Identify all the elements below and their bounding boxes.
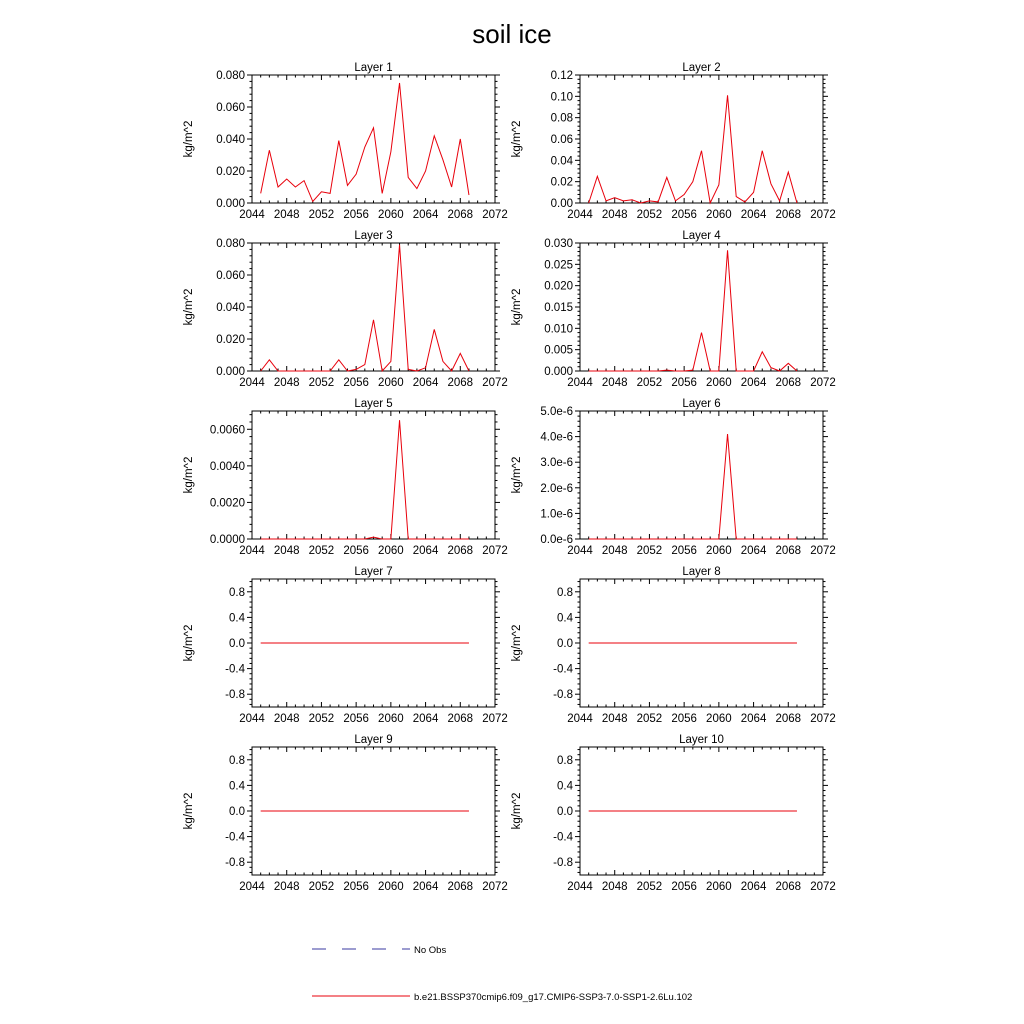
y-tick-label: 0.020 — [216, 166, 245, 178]
x-tick-label: 2072 — [482, 377, 508, 389]
y-tick-label: 0.010 — [544, 323, 573, 336]
x-tick-label: 2048 — [601, 209, 628, 221]
x-tick-label: 2072 — [810, 377, 836, 389]
y-tick-label: 0.0020 — [209, 497, 245, 510]
y-axis-label: kg/m^2 — [183, 456, 195, 494]
panel-title: Layer 2 — [682, 62, 721, 74]
x-tick-label: 2052 — [636, 713, 663, 725]
y-tick-label: 0.040 — [216, 134, 245, 146]
panel-title: Layer 1 — [354, 62, 393, 74]
x-tick-label: 2068 — [775, 377, 802, 389]
x-tick-label: 2048 — [273, 209, 300, 221]
y-axis-label: kg/m^2 — [183, 792, 195, 830]
y-tick-label: 0.000 — [216, 366, 245, 378]
y-tick-label: 4.0e-6 — [540, 431, 573, 444]
y-tick-label: 0.4 — [557, 612, 573, 625]
y-tick-label: 3.0e-6 — [540, 457, 573, 470]
x-tick-label: 2044 — [567, 713, 593, 725]
y-tick-label: 1.0e-6 — [540, 508, 573, 521]
y-tick-label: -0.4 — [225, 663, 245, 676]
x-tick-label: 2064 — [740, 209, 767, 221]
x-tick-label: 2068 — [447, 209, 474, 221]
x-tick-label: 2064 — [740, 713, 767, 725]
x-tick-label: 2060 — [378, 377, 404, 389]
x-tick-label: 2052 — [636, 545, 663, 557]
panel-title: Layer 6 — [682, 398, 721, 410]
x-tick-label: 2068 — [775, 713, 802, 725]
x-tick-label: 2060 — [378, 713, 404, 725]
x-tick-label: 2068 — [775, 881, 802, 893]
x-tick-label: 2048 — [273, 377, 300, 389]
x-tick-label: 2072 — [810, 209, 836, 221]
y-tick-label: 0.00 — [550, 198, 573, 210]
y-tick-label: 0.000 — [216, 198, 245, 210]
panel-title: Layer 3 — [354, 230, 393, 242]
x-tick-label: 2068 — [447, 545, 474, 557]
x-tick-label: 2052 — [308, 377, 335, 389]
x-tick-label: 2056 — [343, 713, 369, 725]
x-tick-label: 2052 — [308, 713, 335, 725]
x-tick-label: 2064 — [412, 881, 439, 893]
x-tick-label: 2044 — [239, 713, 265, 725]
y-tick-label: 0.080 — [216, 70, 245, 82]
y-tick-label: 0.020 — [216, 334, 245, 346]
y-axis-label: kg/m^2 — [511, 456, 523, 494]
y-tick-label: 0.8 — [557, 754, 573, 767]
x-tick-label: 2048 — [273, 545, 300, 557]
y-axis-label: kg/m^2 — [183, 288, 195, 326]
panel-title: Layer 9 — [354, 734, 393, 746]
x-tick-label: 2060 — [706, 377, 732, 389]
x-tick-label: 2048 — [273, 713, 300, 725]
y-tick-label: 0.0 — [557, 806, 573, 818]
y-tick-label: 0.0 — [229, 638, 245, 650]
x-tick-label: 2056 — [343, 377, 369, 389]
x-tick-label: 2056 — [671, 881, 697, 893]
x-tick-label: 2060 — [706, 881, 732, 893]
x-tick-label: 2072 — [482, 881, 508, 893]
y-tick-label: 0.4 — [557, 780, 573, 793]
y-tick-label: 0.4 — [229, 612, 245, 625]
y-tick-label: 0.06 — [550, 134, 573, 146]
x-tick-label: 2068 — [775, 209, 802, 221]
y-axis-label: kg/m^2 — [511, 792, 523, 830]
y-tick-label: 0.02 — [550, 176, 573, 189]
x-tick-label: 2052 — [636, 377, 663, 389]
x-tick-label: 2048 — [601, 377, 628, 389]
x-tick-label: 2060 — [378, 881, 404, 893]
x-tick-label: 2052 — [308, 209, 335, 221]
x-tick-label: 2056 — [671, 545, 697, 557]
panel-title: Layer 8 — [682, 566, 721, 578]
x-tick-label: 2056 — [343, 545, 369, 557]
y-tick-label: 0.0000 — [209, 534, 245, 546]
y-tick-label: 0.000 — [544, 366, 573, 378]
x-tick-label: 2060 — [378, 545, 404, 557]
x-tick-label: 2064 — [412, 713, 439, 725]
x-tick-label: 2056 — [343, 881, 369, 893]
x-tick-label: 2044 — [567, 881, 593, 893]
figure-title: soil ice — [472, 19, 552, 49]
y-tick-label: 0.0040 — [209, 460, 245, 473]
x-tick-label: 2072 — [810, 881, 836, 893]
x-tick-label: 2060 — [706, 545, 732, 557]
x-tick-label: 2048 — [273, 881, 300, 893]
x-tick-label: 2044 — [567, 377, 593, 389]
x-tick-label: 2068 — [447, 881, 474, 893]
y-tick-label: 0.12 — [550, 70, 573, 82]
y-tick-label: -0.8 — [553, 857, 573, 870]
x-tick-label: 2064 — [740, 545, 767, 557]
x-tick-label: 2052 — [636, 881, 663, 893]
x-tick-label: 2048 — [601, 881, 628, 893]
x-tick-label: 2068 — [447, 377, 474, 389]
x-tick-label: 2044 — [239, 545, 265, 557]
panel-title: Layer 4 — [682, 230, 721, 242]
x-tick-label: 2048 — [601, 713, 628, 725]
x-tick-label: 2044 — [567, 209, 593, 221]
y-axis-label: kg/m^2 — [183, 624, 195, 662]
x-tick-label: 2056 — [343, 209, 369, 221]
y-tick-label: 0.0e-6 — [540, 534, 573, 546]
x-tick-label: 2044 — [239, 881, 265, 893]
legend-obs-label: No Obs — [414, 945, 447, 956]
y-axis-label: kg/m^2 — [183, 120, 195, 158]
x-tick-label: 2064 — [740, 377, 767, 389]
x-tick-label: 2052 — [308, 881, 335, 893]
x-tick-label: 2068 — [447, 713, 474, 725]
x-tick-label: 2064 — [412, 209, 439, 221]
y-tick-label: 0.015 — [544, 302, 573, 314]
x-tick-label: 2044 — [239, 209, 265, 221]
x-tick-label: 2056 — [671, 377, 697, 389]
y-tick-label: 0.080 — [216, 238, 245, 250]
x-tick-label: 2064 — [740, 881, 767, 893]
y-tick-label: 0.030 — [544, 238, 573, 250]
x-tick-label: 2064 — [412, 377, 439, 389]
y-tick-label: -0.8 — [225, 857, 245, 870]
y-tick-label: 0.005 — [544, 344, 573, 357]
panel-title: Layer 7 — [354, 566, 393, 578]
y-tick-label: 0.10 — [550, 91, 573, 104]
x-tick-label: 2072 — [482, 545, 508, 557]
y-tick-label: 0.040 — [216, 302, 245, 314]
y-tick-label: -0.4 — [225, 831, 245, 844]
x-tick-label: 2060 — [706, 713, 732, 725]
y-tick-label: 0.0 — [229, 806, 245, 818]
y-axis-label: kg/m^2 — [511, 120, 523, 158]
x-tick-label: 2060 — [378, 209, 404, 221]
y-tick-label: 0.8 — [557, 586, 573, 599]
x-tick-label: 2044 — [567, 545, 593, 557]
y-tick-label: 0.08 — [550, 112, 573, 125]
x-tick-label: 2064 — [412, 545, 439, 557]
legend-model-label: b.e21.BSSP370cmip6.f09_g17.CMIP6-SSP3-7.0-SSP1-2.6Lu.102 — [414, 992, 693, 1003]
y-axis-label: kg/m^2 — [511, 624, 523, 662]
y-tick-label: -0.8 — [553, 689, 573, 702]
y-tick-label: 0.4 — [229, 780, 245, 793]
y-tick-label: -0.8 — [225, 689, 245, 702]
y-tick-label: 0.0060 — [209, 424, 245, 437]
y-axis-label: kg/m^2 — [511, 288, 523, 326]
y-tick-label: 0.8 — [229, 754, 245, 767]
panel-title: Layer 10 — [679, 734, 724, 746]
x-tick-label: 2072 — [810, 545, 836, 557]
x-tick-label: 2048 — [601, 545, 628, 557]
panel-title: Layer 5 — [354, 398, 393, 410]
x-tick-label: 2056 — [671, 713, 697, 725]
y-tick-label: -0.4 — [553, 663, 573, 676]
y-tick-label: 2.0e-6 — [540, 482, 573, 495]
x-tick-label: 2044 — [239, 377, 265, 389]
y-tick-label: 0.8 — [229, 586, 245, 599]
y-tick-label: 0.0 — [557, 638, 573, 650]
x-tick-label: 2068 — [775, 545, 802, 557]
x-tick-label: 2060 — [706, 209, 732, 221]
y-tick-label: 0.060 — [216, 102, 245, 114]
y-tick-label: 0.04 — [550, 155, 573, 168]
x-tick-label: 2052 — [308, 545, 335, 557]
x-tick-label: 2072 — [810, 713, 836, 725]
x-tick-label: 2056 — [671, 209, 697, 221]
y-tick-label: -0.4 — [553, 831, 573, 844]
y-tick-label: 5.0e-6 — [540, 406, 573, 418]
y-tick-label: 0.060 — [216, 270, 245, 282]
x-tick-label: 2072 — [482, 209, 508, 221]
x-tick-label: 2072 — [482, 713, 508, 725]
x-tick-label: 2052 — [636, 209, 663, 221]
y-tick-label: 0.020 — [544, 280, 573, 293]
y-tick-label: 0.025 — [544, 259, 573, 272]
